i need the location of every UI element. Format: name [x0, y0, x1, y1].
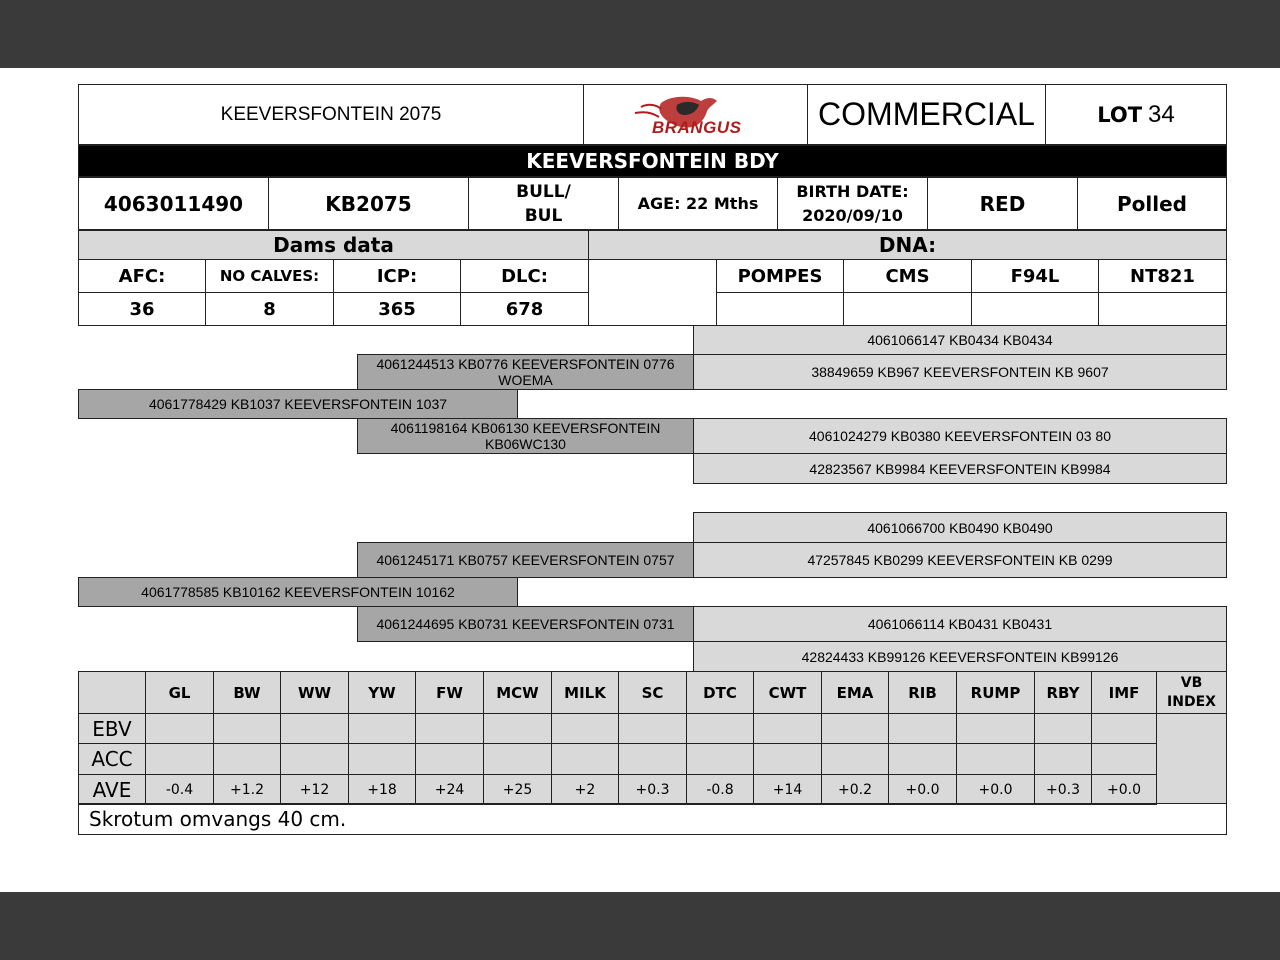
acc-value-sc	[618, 743, 687, 775]
acc-value-milk	[551, 743, 619, 775]
ebv-value-gl	[145, 713, 214, 744]
ebv-header-ema: EMA	[821, 671, 889, 714]
lot-box	[1045, 84, 1227, 145]
acc-value-bw	[213, 743, 281, 775]
pedigree-sire-dam-sire: 4061024279 KB0380 KEEVERSFONTEIN 03 80	[693, 418, 1227, 454]
sex-line2: BUL	[524, 205, 563, 226]
pedigree-dam-dam-sire: 4061066114 KB0431 KB0431	[693, 606, 1227, 642]
dna-heading: DNA:	[588, 230, 1227, 260]
ebv-value-rby	[1034, 713, 1092, 744]
ebv-header-rump: RUMP	[956, 671, 1035, 714]
scrotum-note: Skrotum omvangs 40 cm.	[78, 803, 1227, 835]
ave-value-ww: +12	[280, 774, 349, 805]
dna-header-f94l: F94L	[971, 259, 1099, 293]
dams-header-afc: AFC:	[78, 259, 206, 293]
pedigree-sire-dam-dam: 42823567 KB9984 KEEVERSFONTEIN KB9984	[693, 453, 1227, 484]
ebv-header-vb-index	[1156, 671, 1227, 714]
ebv-header-corner	[78, 671, 146, 714]
colour: RED	[927, 177, 1078, 230]
vb-index-value	[1156, 713, 1227, 804]
ebv-header-dtc: DTC	[686, 671, 754, 714]
ebv-value-milk	[551, 713, 619, 744]
dams-header-dlc: DLC:	[460, 259, 589, 293]
ave-value-rib: +0.0	[888, 774, 957, 805]
ebv-value-yw	[348, 713, 416, 744]
ave-value-rby: +0.3	[1034, 774, 1092, 805]
birth-date	[777, 177, 928, 230]
acc-value-dtc	[686, 743, 754, 775]
lot-label: LOT	[1097, 102, 1143, 127]
sex	[468, 177, 619, 230]
lot-sheet	[0, 68, 1280, 892]
ebv-value-rib	[888, 713, 957, 744]
ave-value-bw: +1.2	[213, 774, 281, 805]
ebv-value-rump	[956, 713, 1035, 744]
ebv-header-rib: RIB	[888, 671, 957, 714]
lot-number: 34	[1148, 100, 1175, 128]
ave-value-milk: +2	[551, 774, 619, 805]
pedigree-sire-sire-dam: 38849659 KB967 KEEVERSFONTEIN KB 9607	[693, 354, 1227, 390]
acc-value-rib	[888, 743, 957, 775]
dna-header-nt821: NT821	[1098, 259, 1227, 293]
ebv-header-bw: BW	[213, 671, 281, 714]
ebv-value-mcw	[483, 713, 552, 744]
ebv-value-ema	[821, 713, 889, 744]
ebv-header-gl: GL	[145, 671, 214, 714]
acc-value-fw	[415, 743, 484, 775]
age: AGE: 22 Mths	[618, 177, 778, 230]
birth-date-label: BIRTH DATE:	[796, 181, 909, 201]
title-bar: KEEVERSFONTEIN BDY	[78, 145, 1227, 177]
ebv-header-ww: WW	[280, 671, 349, 714]
ebv-value-cwt	[753, 713, 822, 744]
dams-value-afc: 36	[78, 292, 206, 326]
ave-value-sc: +0.3	[618, 774, 687, 805]
pedigree-sire-sire: 4061244513 KB0776 KEEVERSFONTEIN 0776 WOEMA	[357, 354, 694, 390]
ave-value-yw: +18	[348, 774, 416, 805]
ave-value-fw: +24	[415, 774, 484, 805]
dna-value-nt821	[1098, 292, 1227, 326]
acc-value-cwt	[753, 743, 822, 775]
ave-value-mcw: +25	[483, 774, 552, 805]
ebv-header-yw: YW	[348, 671, 416, 714]
pedigree-dam-dam: 4061244695 KB0731 KEEVERSFONTEIN 0731	[357, 606, 694, 642]
dams-value-dlc: 678	[460, 292, 589, 326]
pedigree-dam-sire: 4061245171 KB0757 KEEVERSFONTEIN 0757	[357, 542, 694, 578]
acc-value-mcw	[483, 743, 552, 775]
ave-value-dtc: -0.8	[686, 774, 754, 805]
id-number: 4063011490	[78, 177, 269, 230]
ave-value-ema: +0.2	[821, 774, 889, 805]
acc-value-ema	[821, 743, 889, 775]
dams-value-calves: 8	[205, 292, 334, 326]
ebv-row-label-ebv: EBV	[78, 713, 146, 744]
vb-index-line2: INDEX	[1167, 693, 1216, 710]
ebv-value-imf	[1091, 713, 1157, 744]
acc-value-rump	[956, 743, 1035, 775]
ebv-header-imf: IMF	[1091, 671, 1157, 714]
animal-name: KEEVERSFONTEIN 2075	[78, 84, 584, 145]
acc-value-gl	[145, 743, 214, 775]
horn-status: Polled	[1077, 177, 1227, 230]
dams-header-icp: ICP:	[333, 259, 461, 293]
tag-number: KB2075	[268, 177, 469, 230]
ave-value-cwt: +14	[753, 774, 822, 805]
ebv-value-ww	[280, 713, 349, 744]
ebv-value-sc	[618, 713, 687, 744]
pedigree-sire: 4061778429 KB1037 KEEVERSFONTEIN 1037	[78, 389, 518, 419]
birth-date-value: 2020/09/10	[802, 205, 903, 225]
ebv-value-fw	[415, 713, 484, 744]
ebv-header-fw: FW	[415, 671, 484, 714]
ebv-header-sc: SC	[618, 671, 687, 714]
acc-value-yw	[348, 743, 416, 775]
ebv-header-mcw: MCW	[483, 671, 552, 714]
dna-value-cms	[843, 292, 972, 326]
category-label: COMMERCIAL	[807, 84, 1046, 145]
pedigree-dam-sire-dam: 47257845 KB0299 KEEVERSFONTEIN KB 0299	[693, 542, 1227, 578]
dams-value-icp: 365	[333, 292, 461, 326]
dna-value-pompes	[716, 292, 844, 326]
brangus-logo	[583, 84, 808, 145]
ebv-row-label-ave: AVE	[78, 774, 146, 805]
ebv-row-label-acc: ACC	[78, 743, 146, 775]
ebv-value-dtc	[686, 713, 754, 744]
ebv-header-cwt: CWT	[753, 671, 822, 714]
vb-index-line1: VB	[1180, 674, 1203, 691]
pedigree-dam-dam-dam: 42824433 KB99126 KEEVERSFONTEIN KB99126	[693, 641, 1227, 672]
ave-value-imf: +0.0	[1091, 774, 1157, 805]
dna-header-cms: CMS	[843, 259, 972, 293]
pedigree-sire-dam: 4061198164 KB06130 KEEVERSFONTEIN KB06WC130	[357, 418, 694, 454]
pedigree-dam: 4061778585 KB10162 KEEVERSFONTEIN 10162	[78, 577, 518, 607]
acc-value-rby	[1034, 743, 1092, 775]
dna-value-f94l	[971, 292, 1099, 326]
dna-header-pompes: POMPES	[716, 259, 844, 293]
dams-heading: Dams data	[78, 230, 589, 260]
ebv-header-milk: MILK	[551, 671, 619, 714]
sex-line1: BULL/	[516, 181, 571, 202]
ebv-header-rby: RBY	[1034, 671, 1092, 714]
acc-value-imf	[1091, 743, 1157, 775]
ave-value-gl: -0.4	[145, 774, 214, 805]
ebv-value-bw	[213, 713, 281, 744]
pedigree-dam-sire-sire: 4061066700 KB0490 KB0490	[693, 512, 1227, 543]
logo-text: BRANGUS	[652, 118, 742, 137]
ave-value-rump: +0.0	[956, 774, 1035, 805]
pedigree-sire-sire-sire: 4061066147 KB0434 KB0434	[693, 325, 1227, 355]
dams-header-calves: NO CALVES:	[205, 259, 334, 293]
dna-blank-cell	[588, 259, 717, 326]
acc-value-ww	[280, 743, 349, 775]
